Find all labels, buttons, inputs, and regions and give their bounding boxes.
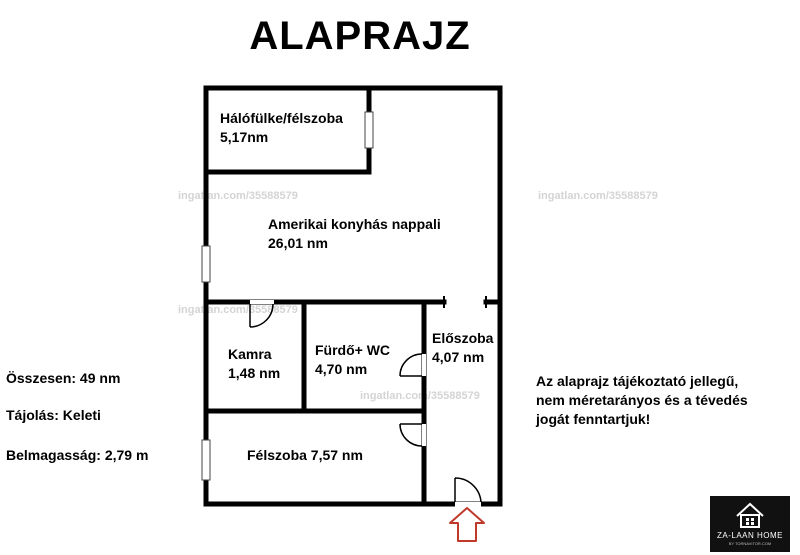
door-felszoba-swing <box>400 424 422 446</box>
room-nappali <box>268 215 441 253</box>
window-felszoba <box>202 440 210 480</box>
room-kamra <box>228 345 280 383</box>
door-kamra-swing <box>250 304 273 327</box>
room-eloszoba-name: Előszoba <box>432 330 494 346</box>
disclaimer-line: nem méretarányos és a tévedés <box>536 392 748 408</box>
page-title: ALAPRAJZ <box>249 14 471 58</box>
logo-sub: BY TORNAVITOR.COM <box>728 541 772 546</box>
door-felszoba <box>422 424 426 446</box>
room-felszoba <box>247 446 363 465</box>
room-nappali-area: 26,01 nm <box>268 235 328 251</box>
room-halofulke <box>220 109 343 147</box>
watermark: ingatlan.com/35588579 <box>178 304 298 316</box>
room-halofulke-name: Hálófülke/félszoba <box>220 110 343 126</box>
room-felszoba-name: Félszoba 7,57 nm <box>247 447 363 463</box>
watermark: ingatlan.com/35588579 <box>360 390 480 402</box>
door-entrance <box>455 502 481 507</box>
door-furdo-swing <box>400 354 422 376</box>
disclaimer-line: Az alaprajz tájékoztató jellegű, <box>536 373 739 389</box>
room-halofulke-area: 5,17nm <box>220 129 269 145</box>
room-nappali-name: Amerikai konyhás nappali <box>268 216 441 232</box>
door-entrance-swing <box>455 478 481 502</box>
room-kamra-name: Kamra <box>228 346 272 362</box>
watermark: ingatlan.com/35588579 <box>178 190 298 202</box>
entrance-arrow-icon <box>450 508 484 541</box>
room-furdo-name: Fürdő+ WC <box>315 342 391 358</box>
outer-wall <box>206 88 500 504</box>
house-icon <box>710 496 790 530</box>
disclaimer-line: jogát fenntartjuk! <box>536 411 651 427</box>
info-orientation: Tájolás: Keleti <box>6 407 101 423</box>
disclaimer <box>536 372 748 429</box>
watermark: ingatlan.com/35588579 <box>538 190 658 202</box>
logo <box>710 496 790 552</box>
door-furdo <box>422 354 426 376</box>
room-kamra-area: 1,48 nm <box>228 365 281 381</box>
room-furdo-area: 4,70 nm <box>315 361 368 377</box>
info-ceiling: Belmagasság: 2,79 m <box>6 447 149 463</box>
info-total: Összesen: 49 nm <box>6 370 121 386</box>
room-eloszoba-area: 4,07 nm <box>432 349 485 365</box>
door-kamra <box>250 300 274 304</box>
window-halofulke <box>365 112 373 148</box>
room-furdo <box>315 341 390 379</box>
room-eloszoba <box>432 329 493 367</box>
logo-brand: ZA-LAAN HOME <box>716 531 783 540</box>
window-nappali <box>202 246 210 282</box>
